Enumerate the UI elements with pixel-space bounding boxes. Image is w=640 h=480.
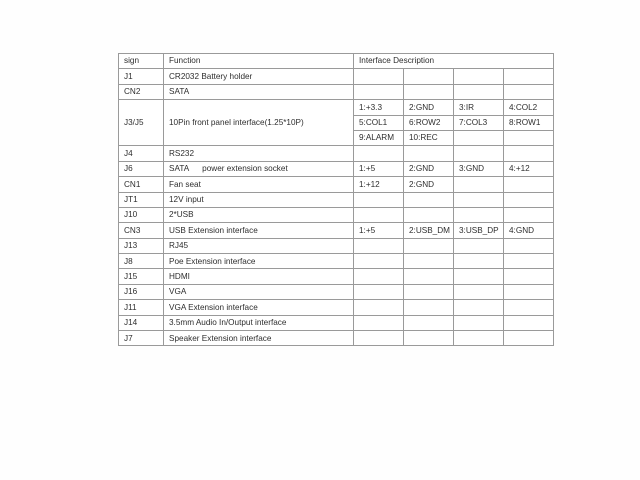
cell-pin-4: 4:+12 (504, 161, 554, 176)
cell-pin-4 (504, 300, 554, 315)
cell-sign: J3/J5 (119, 100, 164, 146)
cell-pin-3 (454, 284, 504, 299)
cell-sign: J14 (119, 315, 164, 330)
cell-function: 3.5mm Audio In/Output interface (164, 315, 354, 330)
cell-pin-2 (404, 192, 454, 207)
cell-pin-4 (504, 69, 554, 84)
table-row (119, 284, 554, 299)
cell-function: VGA Extension interface (164, 300, 354, 315)
cell-pin-3 (454, 269, 504, 284)
cell-function: 12V input (164, 192, 354, 207)
cell-pin-1: 1:+5 (354, 161, 404, 176)
cell-pin-2 (404, 284, 454, 299)
cell-sign: J1 (119, 69, 164, 84)
cell-pin-5: 5:COL1 (354, 115, 404, 130)
cell-sign: J4 (119, 146, 164, 161)
cell-pin-12 (504, 130, 554, 145)
table-row (119, 177, 554, 192)
cell-pin-9: 9:ALARM (354, 130, 404, 145)
cell-pin-2 (404, 300, 454, 315)
cell-sign: J7 (119, 331, 164, 346)
cell-sign: CN2 (119, 84, 164, 99)
table-row (119, 269, 554, 284)
cell-pin-4 (504, 254, 554, 269)
cell-pin-3 (454, 69, 504, 84)
cell-pin-3: 3:GND (454, 161, 504, 176)
table-row (119, 300, 554, 315)
cell-pin-1 (354, 284, 404, 299)
cell-sign: J16 (119, 284, 164, 299)
cell-function: USB Extension interface (164, 223, 354, 238)
cell-pin-2: 2:GND (404, 161, 454, 176)
cell-pin-1 (354, 315, 404, 330)
cell-function: RS232 (164, 146, 354, 161)
cell-pin-3 (454, 254, 504, 269)
cell-pin-3 (454, 207, 504, 222)
table-row (119, 331, 554, 346)
interface-description-table (118, 53, 554, 346)
table-row (119, 69, 554, 84)
cell-pin-1 (354, 146, 404, 161)
cell-pin-3: 3:USB_DP (454, 223, 504, 238)
cell-pin-4 (504, 146, 554, 161)
table-row (119, 315, 554, 330)
cell-pin-2 (404, 69, 454, 84)
cell-pin-4 (504, 284, 554, 299)
cell-pin-4 (504, 207, 554, 222)
cell-sign: J6 (119, 161, 164, 176)
cell-function (164, 161, 354, 176)
cell-pin-3 (454, 192, 504, 207)
table-body (119, 69, 554, 346)
cell-function-part1: SATA (169, 164, 190, 174)
cell-pin-10: 10:REC (404, 130, 454, 145)
cell-pin-1 (354, 300, 404, 315)
cell-pin-4 (504, 238, 554, 253)
cell-pin-3: 3:IR (454, 100, 504, 115)
cell-pin-1 (354, 192, 404, 207)
cell-pin-3 (454, 238, 504, 253)
cell-pin-2: 2:GND (404, 177, 454, 192)
table-row (119, 192, 554, 207)
table-row (119, 254, 554, 269)
cell-pin-3 (454, 146, 504, 161)
table-row (119, 223, 554, 238)
cell-sign: CN1 (119, 177, 164, 192)
table-header-row (119, 54, 554, 69)
cell-pin-2 (404, 331, 454, 346)
cell-pin-11 (454, 130, 504, 145)
cell-pin-1 (354, 207, 404, 222)
cell-pin-3 (454, 300, 504, 315)
cell-function: 2*USB (164, 207, 354, 222)
cell-pin-4 (504, 177, 554, 192)
cell-pin-1 (354, 331, 404, 346)
cell-function: RJ45 (164, 238, 354, 253)
cell-pin-1 (354, 84, 404, 99)
cell-pin-1: 1:+5 (354, 223, 404, 238)
cell-sign: J15 (119, 269, 164, 284)
cell-pin-2 (404, 269, 454, 284)
cell-pin-2 (404, 254, 454, 269)
cell-function: 10Pin front panel interface(1.25*10P) (164, 100, 354, 146)
cell-pin-1 (354, 69, 404, 84)
cell-function: Fan seat (164, 177, 354, 192)
cell-pin-7: 7:COL3 (454, 115, 504, 130)
cell-pin-4 (504, 84, 554, 99)
cell-pin-3 (454, 84, 504, 99)
cell-pin-4 (504, 192, 554, 207)
cell-pin-1 (354, 254, 404, 269)
header-interface-description: Interface Description (354, 54, 554, 69)
cell-pin-2: 2:GND (404, 100, 454, 115)
table-row (119, 238, 554, 253)
cell-pin-6: 6:ROW2 (404, 115, 454, 130)
cell-pin-2 (404, 207, 454, 222)
cell-function: SATA (164, 84, 354, 99)
cell-sign: J13 (119, 238, 164, 253)
cell-sign: CN3 (119, 223, 164, 238)
cell-pin-1 (354, 238, 404, 253)
cell-function-part2: power extension socket (202, 164, 288, 174)
cell-pin-1: 1:+3.3 (354, 100, 404, 115)
cell-pin-4: 4:COL2 (504, 100, 554, 115)
cell-pin-1: 1:+12 (354, 177, 404, 192)
cell-sign: JT1 (119, 192, 164, 207)
cell-pin-2 (404, 315, 454, 330)
table-row (119, 146, 554, 161)
cell-pin-4 (504, 315, 554, 330)
table-row-j3-j5 (119, 100, 554, 115)
cell-function: Speaker Extension interface (164, 331, 354, 346)
cell-pin-4 (504, 331, 554, 346)
cell-sign: J10 (119, 207, 164, 222)
cell-function: HDMI (164, 269, 354, 284)
cell-pin-2 (404, 238, 454, 253)
cell-function: CR2032 Battery holder (164, 69, 354, 84)
cell-pin-1 (354, 269, 404, 284)
cell-pin-3 (454, 331, 504, 346)
cell-sign: J8 (119, 254, 164, 269)
cell-pin-4: 4:GND (504, 223, 554, 238)
cell-pin-2 (404, 146, 454, 161)
cell-sign: J11 (119, 300, 164, 315)
table-row (119, 84, 554, 99)
cell-pin-2 (404, 84, 454, 99)
cell-pin-3 (454, 177, 504, 192)
cell-pin-3 (454, 315, 504, 330)
header-sign: sign (119, 54, 164, 69)
cell-pin-4 (504, 269, 554, 284)
cell-pin-2: 2:USB_DM (404, 223, 454, 238)
header-function: Function (164, 54, 354, 69)
table-header (119, 54, 554, 69)
cell-pin-8: 8:ROW1 (504, 115, 554, 130)
table-row (119, 207, 554, 222)
cell-function: VGA (164, 284, 354, 299)
cell-function: Poe Extension interface (164, 254, 354, 269)
table-row (119, 161, 554, 176)
